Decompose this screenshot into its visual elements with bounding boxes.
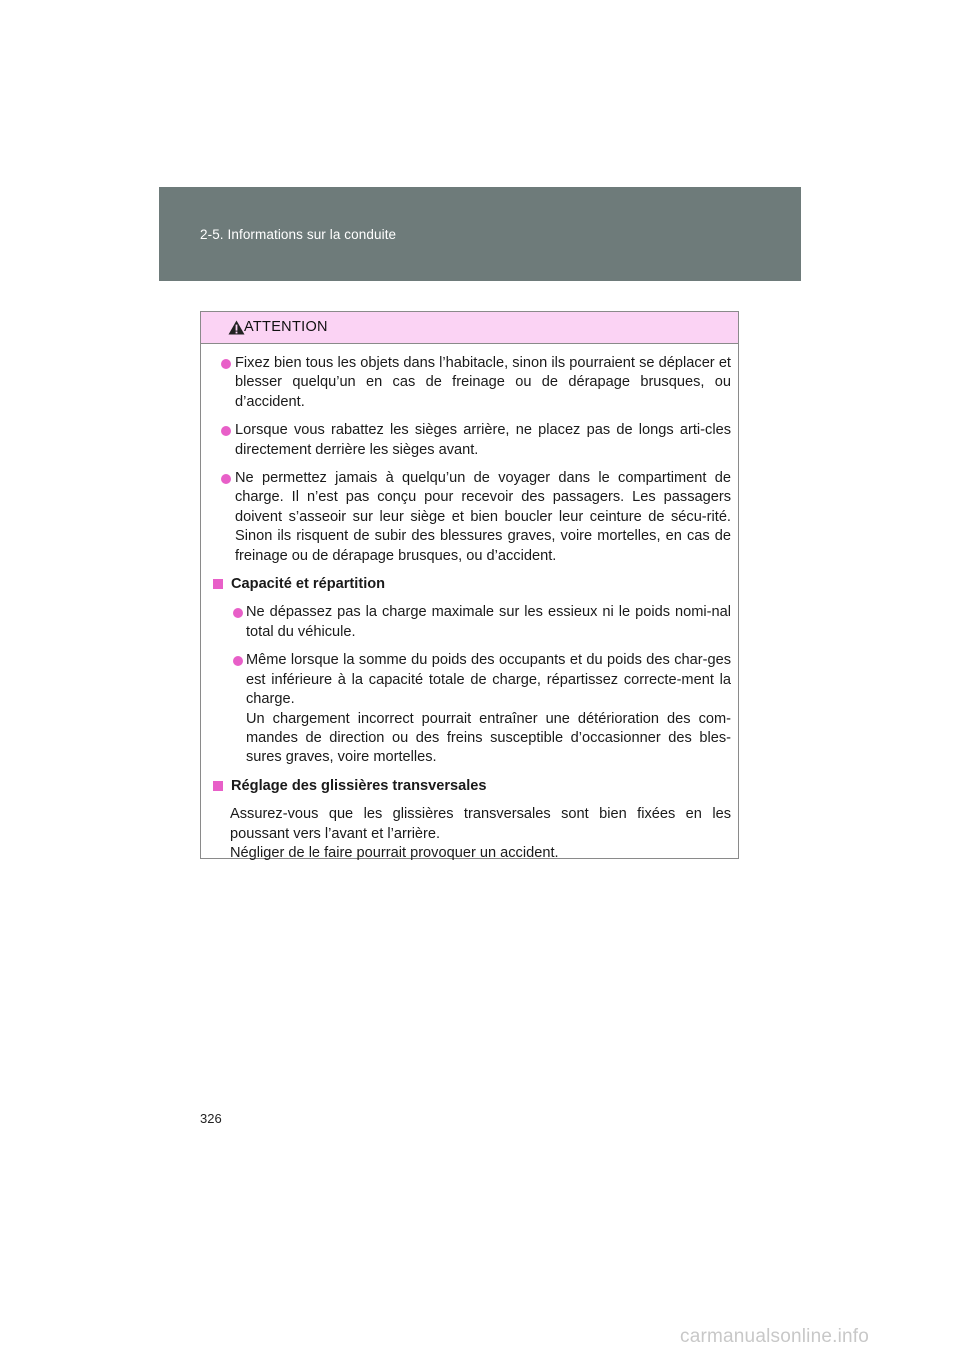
square-bullet-icon xyxy=(213,579,223,589)
section-header-band xyxy=(159,187,801,281)
subsection-heading-rails xyxy=(213,777,731,796)
warning-box xyxy=(200,311,739,859)
bullet-text-continued: Un chargement incorrect pourrait entraîner une détérioration des com-mandes de direction ou des freins susceptible d’occasionner des bles-sures graves, voire mortelles. xyxy=(246,710,731,766)
section-title: 2-5. Informations sur la conduite xyxy=(200,227,397,242)
rails-paragraph xyxy=(213,805,731,863)
bullet-dot-icon xyxy=(221,426,231,436)
square-bullet-icon xyxy=(213,781,223,791)
paragraph-text-continued: Négliger de le faire pourrait provoquer un accident. xyxy=(230,844,559,861)
capacity-bullet xyxy=(213,651,731,767)
warning-bullet xyxy=(213,354,731,412)
watermark: carmanualsonline.info xyxy=(680,1326,870,1347)
bullet-dot-icon xyxy=(233,608,243,618)
bullet-dot-icon xyxy=(221,359,231,369)
bullet-dot-icon xyxy=(221,474,231,484)
subsection-heading-capacity xyxy=(213,575,731,594)
subsection-heading-text: Réglage des glissières transversales xyxy=(231,777,487,794)
warning-header xyxy=(201,312,738,344)
subsection-heading-text: Capacité et répartition xyxy=(231,576,386,593)
bullet-text: Lorsque vous rabattez les sièges arrière, ne placez pas de longs arti-cles directement derrière les sièges avant. xyxy=(235,422,731,458)
warning-triangle-icon xyxy=(228,320,245,335)
bullet-text: Fixez bien tous les objets dans l’habitacle, sinon ils pourraient se déplacer et blesser quelqu’un en cas de freinage ou de dérapage brusques, ou d’accident. xyxy=(235,355,731,410)
bullet-text: Ne permettez jamais à quelqu’un de voyager dans le compartiment de charge. Il n’est pas conçu pour recevoir des passagers. Les passagers doivent s’asseoir sur leur siège et bien boucler leur ceinture de sécu-rité. Sinon ils risquent de subir des blessures graves, voire mortelles, en cas de freinage ou de dérapage brusques, ou d’accident. xyxy=(235,470,731,564)
warning-bullet xyxy=(213,421,731,460)
capacity-bullet xyxy=(213,603,731,642)
bullet-dot-icon xyxy=(233,656,243,666)
warning-title: ATTENTION xyxy=(244,319,328,335)
bullet-text: Même lorsque la somme du poids des occupants et du poids des char-ges est inférieure à la capacité totale de charge, répartissez correcte-ment la charge. xyxy=(246,652,731,708)
warning-body xyxy=(201,344,738,863)
warning-bullet xyxy=(213,469,731,566)
bullet-text: Ne dépassez pas la charge maximale sur les essieux ni le poids nomi-nal total du véhicule. xyxy=(246,604,731,640)
paragraph-text: Assurez-vous que les glissières transversales sont bien fixées en les poussant vers l’avant et l’arrière. xyxy=(230,806,731,842)
page-number: 326 xyxy=(200,1111,222,1126)
